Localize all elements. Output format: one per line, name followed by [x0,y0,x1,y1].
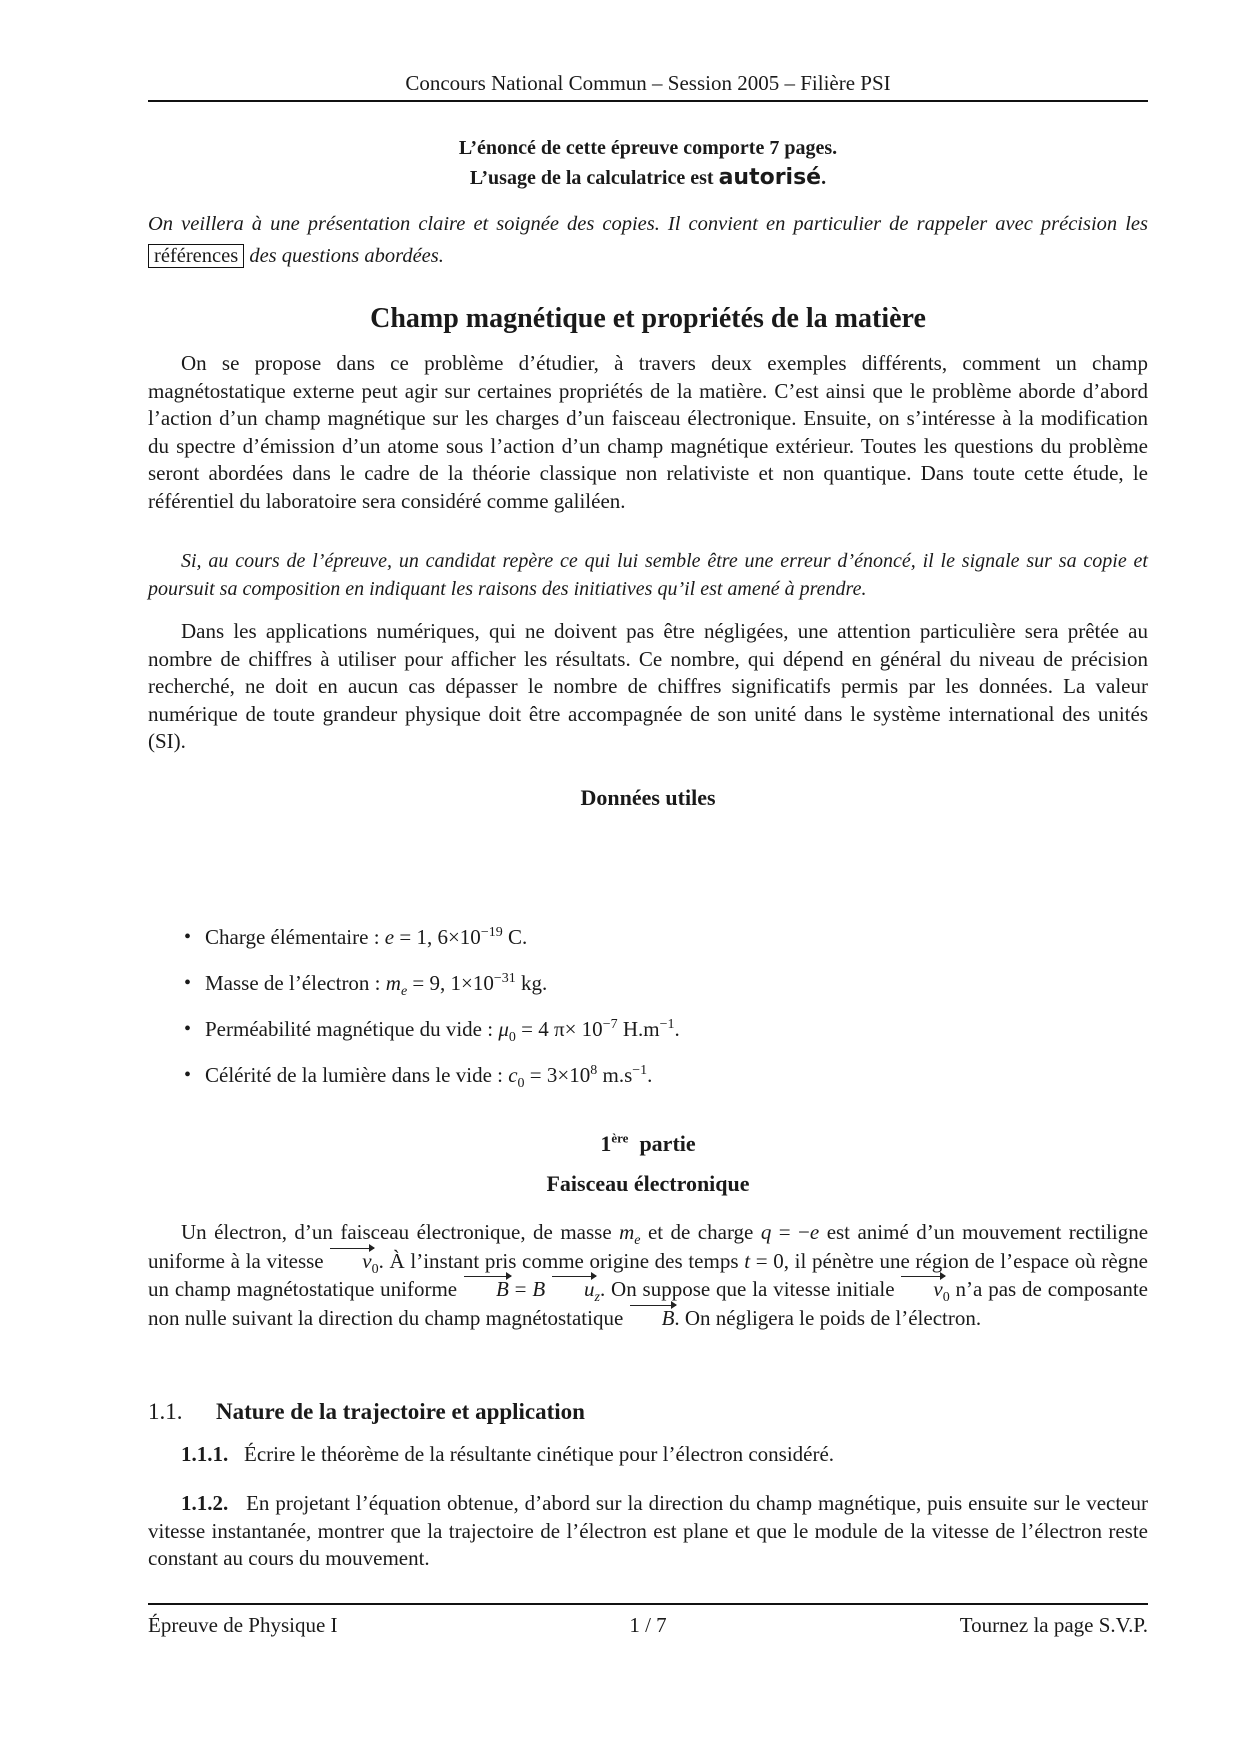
vector-v: v [329,1247,371,1276]
intro-paragraph: On se propose dans ce problème d’étudier, à travers deux exemples différents, comment un champ magnétostatique externe peut agir sur certaines propriétés de la matière. C’est ainsi que le problème aborde d’abord l’action d’un champ magnétique sur les charges d’un faisceau électronique. Ensuite, on s’intéresse à la modification du spectre d’émission d’un atome sous l’action d’un champ magnétique extérieur. Toutes les questions du problème seront abordées dans le cadre de la théorie classique non relativiste et non quantique. Dans toute cette étude, le référentiel du laboratoire sera considéré comme galiléen. [148,351,1148,513]
data-item: • Masse de l’électron : $m_e = 9$, $1\times 10^{-31}$ kg. [148,970,1148,1016]
vector-b: B [463,1275,509,1304]
page-number: 1 / 7 [629,1613,667,1637]
presentation-note: On veillera à une présentation claire et soignée des copies. Il convient en particulier de rappeler avec précision les références des questions abordées. [148,213,1148,267]
data-item: • Charge élémentaire : e = 1, $6\times 10^{-19}$ C. [148,924,1148,970]
error-note: Si, au cours de l’épreuve, un candidat repère ce qui lui semble être une erreur d’énoncé, il le signale sur sa copie et poursuit sa composition en indiquant les raisons des initiatives qu’il est amené à prendre. [148,550,1148,600]
part-title: Faisceau électronique [546,1171,750,1196]
notice-pages: L’énoncé de cette épreuve comporte 7 pages. [458,137,838,159]
header-rule [148,100,1148,102]
numeric-note: Dans les applications numériques, qui ne doivent pas être négligées, une attention particulière sera prêtée au nombre de chiffres à utiliser pour afficher les résultats. Ce nombre, qui dépend en général du niveau de précision recherché, ne doit en aucun cas dépasser le nombre de chiffres significatifs permis par les données. La valeur numérique de toute grandeur physique doit être accompagnée de son unité dans le système international des unités (SI). [148,619,1148,753]
boxed-references: références [148,244,244,268]
section-1-1-heading: 1.1. Nature de la trajectoire et application [148,1399,585,1424]
question-1-1-2: 1.1.2. En projetant l’équation obtenue, d’abord sur la direction du champ magnétique, puis ensuite sur le vecteur vitesse instantanée, montrer que la trajectoire de l’électron est plane et que le module de la vitesse de l’électron reste constant au cours du mouvement. [148,1491,1149,1570]
part-intro-paragraph: Un électron, d’un faisceau électronique, de masse $m_e$ et de charge q = −e est animé d’un mouvement rectiligne uniforme à la vitesse $v_0$. À l’instant pris comme origine des temps t = 0, il pénètre une région de l’espace où règne un champ magnétostatique uniforme B = B $u_z$. On suppose que la vitesse initiale $v_0$ n’a pas de composante non nulle suivant la direction du champ magnétostatique B. On négligera le poids de l’électron. [148,1218,1148,1332]
footer-subject: Épreuve de Physique I [148,1613,338,1637]
footer-rule [148,1603,1148,1605]
problem-title: Champ magnétique et propriétés de la matière [370,303,926,334]
data-title: Données utiles [580,785,716,810]
calculator-status: autorisé [718,165,822,190]
part-number: 1ère partie [600,1130,696,1156]
data-item: • Perméabilité magnétique du vide : $\mu_0 = 4$ $\pi\times 10^{-7}$ $H.m^{-1}$. [148,1016,1148,1062]
exam-notice [148,134,1148,193]
exam-page [148,0,1148,1754]
data-list [148,924,1148,1108]
data-item: • Célérité de la lumière dans le vide : $c_0 = 3\times 10^8$ $m.s^{-1}$. [148,1062,1148,1108]
notice-calculator: L’usage de la calculatrice est autorisé. [469,165,827,190]
vector-v0: v [900,1275,942,1304]
vector-uz: u [551,1275,595,1304]
vector-b-field: B [629,1304,675,1333]
page-header: Concours National Commun – Session 2005 – Filière PSI [405,71,891,95]
question-1-1-1: 1.1.1. Écrire le théorème de la résultante cinétique pour l’électron considéré. [181,1442,835,1466]
footer-turn-page: Tournez la page S.V.P. [959,1613,1148,1637]
